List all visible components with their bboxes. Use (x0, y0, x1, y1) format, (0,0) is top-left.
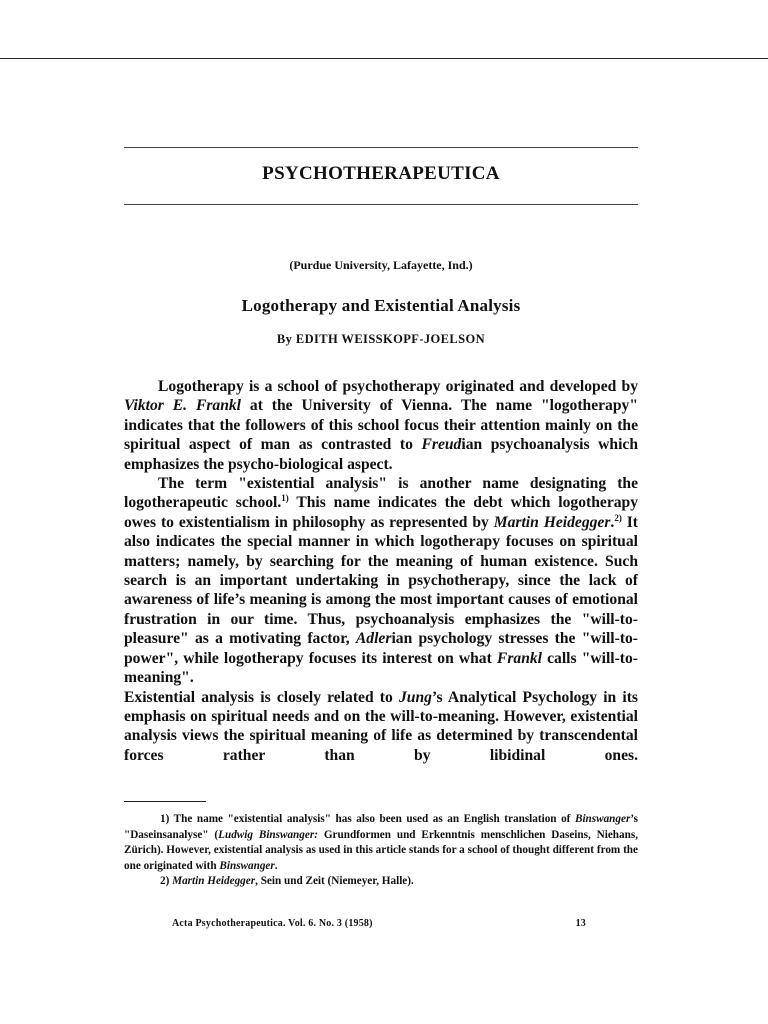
text-run: . (610, 513, 615, 531)
person-name: Viktor E. Frankl (124, 397, 242, 415)
journal-title: PSYCHOTHERAPEUTICA (262, 163, 500, 184)
person-name: Freud (421, 436, 462, 454)
text-run: , Sein und Zeit (Niemeyer, Halle). (255, 875, 414, 887)
body-paragraph-1 (124, 377, 638, 474)
article-title: Logotherapy and Existential Analysis (241, 296, 521, 315)
text-run: The term "existential analysis" is another name designating the logotherapeutic school. (124, 475, 638, 512)
journal-header-rule-top (124, 147, 638, 148)
person-name: Binswanger (219, 859, 275, 872)
page-top-rule (0, 58, 768, 59)
text-run: 2) (160, 875, 173, 887)
text-run: Logotherapy is a school of psychotherapy originated and developed by (158, 378, 638, 395)
footnote-ref-1: 1) (281, 493, 289, 504)
journal-header-rule-bottom (124, 204, 638, 205)
body-paragraph-2 (124, 474, 638, 687)
footnote-2 (124, 874, 638, 890)
page-number: 13 (575, 918, 586, 929)
text-run: Existential analysis is closely related to (124, 688, 399, 706)
text-run: . (274, 859, 278, 872)
text-run: ’s "Daseinsanalyse" ( (124, 813, 638, 841)
article-body (124, 377, 638, 765)
article-byline: By EDITH WEISSKOPF-JOELSON (276, 332, 486, 346)
text-run: ian psychoanalysis which emphasizes the psycho-biological aspect. (124, 436, 638, 473)
person-name: Martin Heidegger (172, 875, 256, 887)
text-run: Grundformen und Erkenntnis menschlichen Daseins, Niehans, Zürich). However, existential analysis as used in this article stands for a school of thought different from the one originated with (124, 828, 638, 872)
text-run: ’s Analytical Psychology in its emphasis on spiritual needs and on the will-to-meaning. However, existential analysis views the spiritual meaning of life as determined by transcendental forces rather than by libidinal ones. (124, 688, 638, 764)
footnote-ref-2: 2) (614, 512, 622, 523)
person-name: Martin Heidegger (493, 513, 611, 531)
text-run: This name indicates the debt which logotherapy owes to existentialism in philosophy as represented by (124, 494, 639, 531)
person-name: Adler (355, 630, 392, 648)
journal-citation: Acta Psychotherapeutica. Vol. 6. No. 3 (1958) (172, 918, 373, 929)
person-name: Binswanger (574, 813, 631, 825)
person-name: Jung (398, 688, 432, 706)
text-run: 1) The name "existential analysis" has also been used as an English translation of (160, 813, 575, 825)
footnotes (124, 812, 638, 890)
body-paragraph-3 (124, 688, 638, 766)
footnote-1 (124, 812, 638, 874)
text-run: ian psychology stresses the "will-to-power", while logotherapy focuses its interest on what (124, 630, 639, 667)
author-affiliation: (Purdue University, Lafayette, Ind.) (289, 258, 473, 272)
text-run: at the University of Vienna. The name "logotherapy" indicates that the followers of this school focus their attention mainly on the spiritual aspect of man as contrasted to (124, 397, 638, 454)
person-name: Ludwig Binswanger: (218, 828, 318, 841)
text-run: calls "will-to-meaning". (124, 649, 638, 687)
text-run: It also indicates the special manner in which logotherapy focuses on spiritual matters; namely, by searching for the meaning of human existence. Such search is an important undertaking in psychotherapy, since the lack of awareness of life’s meaning is among the most important causes of emotional frustration in our time. Thus, psychoanalysis emphasizes the "will-to-pleasure" as a motivating factor, (124, 513, 638, 648)
footnote-separator (124, 801, 206, 802)
person-name: Frankl (496, 649, 542, 667)
